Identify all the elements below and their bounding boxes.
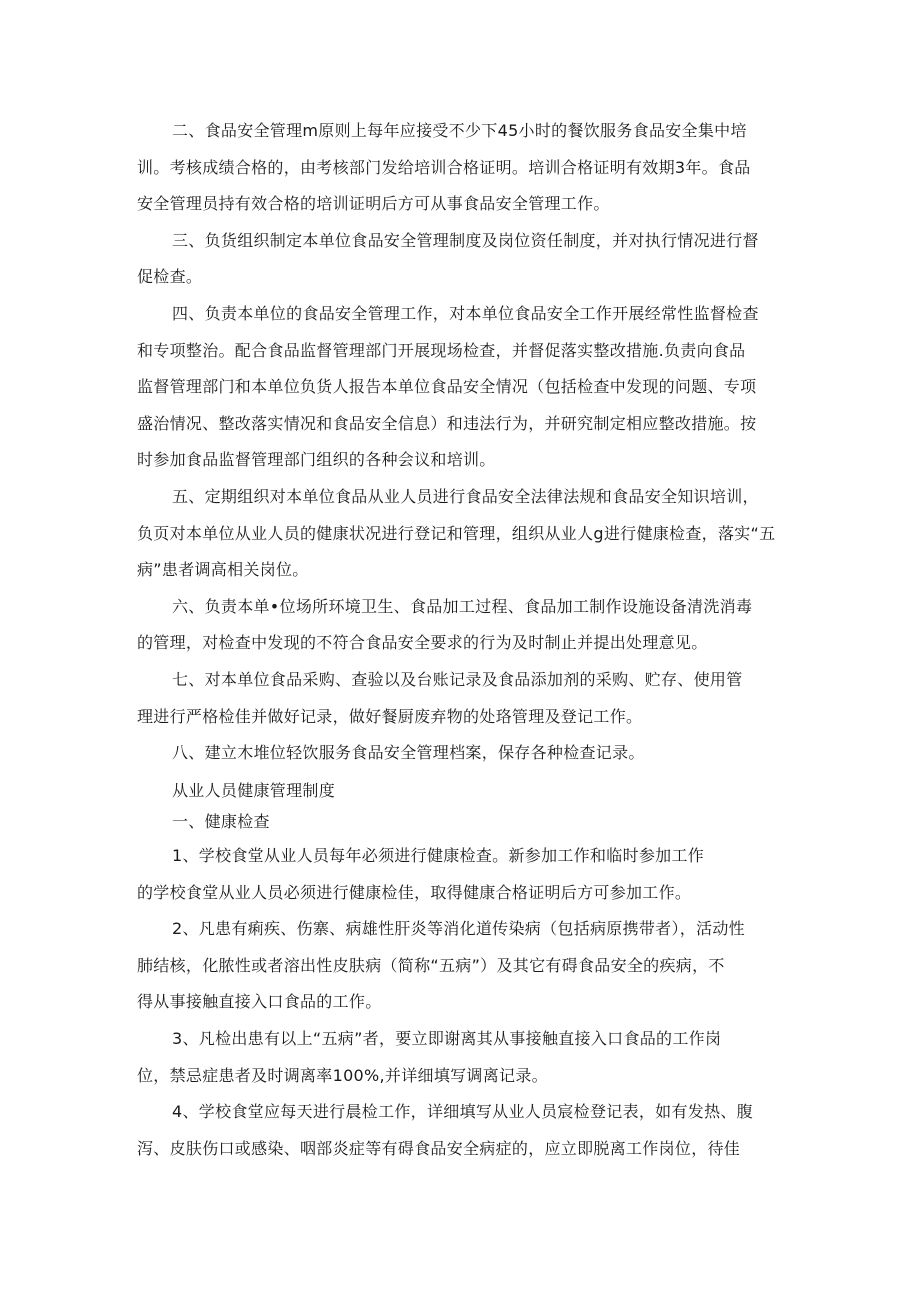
paragraph-line: 盛治情况、整改落实情况和食品安全信息）和违法行为，并研究制定相应整改措施。按 — [137, 413, 757, 433]
list-item-line: 的学校食堂从业人员必须进行健康检佳，取得健康合格证明后方可参加工作。 — [137, 882, 692, 902]
list-item-line: 肺结核，化脓性或者溶出性皮肤病（简称“五病”）及其它有碍食品安全的疾病，不 — [137, 955, 725, 975]
paragraph-line: 训。考核成绩合格的，由考核部门发给培训合格证明。培训合格证明有效期3年。食品 — [137, 157, 751, 177]
paragraph-line: 监督管理部门和本单位负货人报告本单位食品安全情况（包括检查中发现的问题、专项 — [137, 377, 757, 397]
paragraph-line: 五、定期组织对本单位食品从业人员进行食品安全法律法规和食品安全知识培训， — [172, 486, 759, 506]
paragraph-line: 三、负货组织制定本单位食品安全管理制度及岗位资任制度，并对执行情况进行督 — [172, 230, 759, 250]
paragraph-line: 二、食品安全管理m原则上每年应接受不少下45小时的餐饮服务食品安全集中培 — [172, 121, 747, 140]
paragraph-line: 和专项整治。配合食品监督管理部门开展现场检查，并督促落实整改措施.负责向食品 — [137, 340, 746, 360]
list-item-line: 得从事接触直接入口食品的工作。 — [137, 992, 382, 1012]
health-management-section — [137, 775, 777, 837]
paragraph-line: 负页对本单位从业人员的健康状况进行登记和管理，组织从业人g进行健康检查，落实“五 — [137, 523, 776, 543]
list-item-line: 3、凡检出患有以上“五病”者，要立即谢离其从事接触直接入口食品的工作岗 — [172, 1028, 722, 1048]
list-item-line: 1、学校食堂从业人员每年必须进行健康检查。新参加工作和临时参加工作 — [172, 846, 705, 865]
rules-section — [137, 113, 777, 772]
paragraph-line: 四、负责本单位的食品安全管理工作，对本单位食品安全工作开展经常性监督检查 — [172, 303, 759, 323]
paragraph-line: 安全管理员持有效合格的培训证明后方可从事食品安全管理工作。 — [137, 194, 610, 214]
list-item-line: 4、学校食堂应每天进行晨检工作，详细填写从业人员宸检登记表，如有发热、腹 — [172, 1102, 753, 1122]
list-item-line: 2、凡患有痢疾、伤寨、病雄性肝炎等消化道传染病（包括病原携带者），活动性 — [172, 919, 745, 939]
paragraph-line: 的管理，对检查中发现的不符合食品安全要求的行为及时制止并提出处理意见。 — [137, 633, 708, 653]
paragraph-line: 理进行严格检佳并做好记录，做好餐厨废弃物的处珞管理及登记工作。 — [137, 706, 643, 726]
health-items — [137, 838, 777, 1167]
list-item-line: 泻、皮肤伤口或感染、咽部炎症等有碍食品安全病症的，应立即脱离工作岗位，待佳 — [137, 1138, 741, 1158]
paragraph-line: 时参加食品监督管理部门组织的各种会议和培训。 — [137, 450, 496, 470]
paragraph-line: 促检查。 — [137, 267, 203, 287]
paragraph-line: 六、负责本单•位场所环境卫生、食品加工过程、食品加工制作设施设备清洗消毒 — [172, 596, 753, 616]
section-title: 从业人员健康管理制度 — [172, 781, 336, 800]
paragraph-line: 八、建立木堆位轻饮服务食品安全管理档案，保存各种检查记录。 — [172, 743, 645, 763]
paragraph-line: 病”患者调高相关岗位。 — [137, 560, 309, 580]
list-item-line: 位，禁忌症患者及时调离率100%,并详细填写调离记录。 — [137, 1065, 548, 1085]
subsection-title: 一、健康检查 — [172, 812, 270, 831]
paragraph-line: 七、对本单位食品采购、查验以及台账记录及食品添加剂的采购、贮存、使用管 — [172, 669, 743, 689]
